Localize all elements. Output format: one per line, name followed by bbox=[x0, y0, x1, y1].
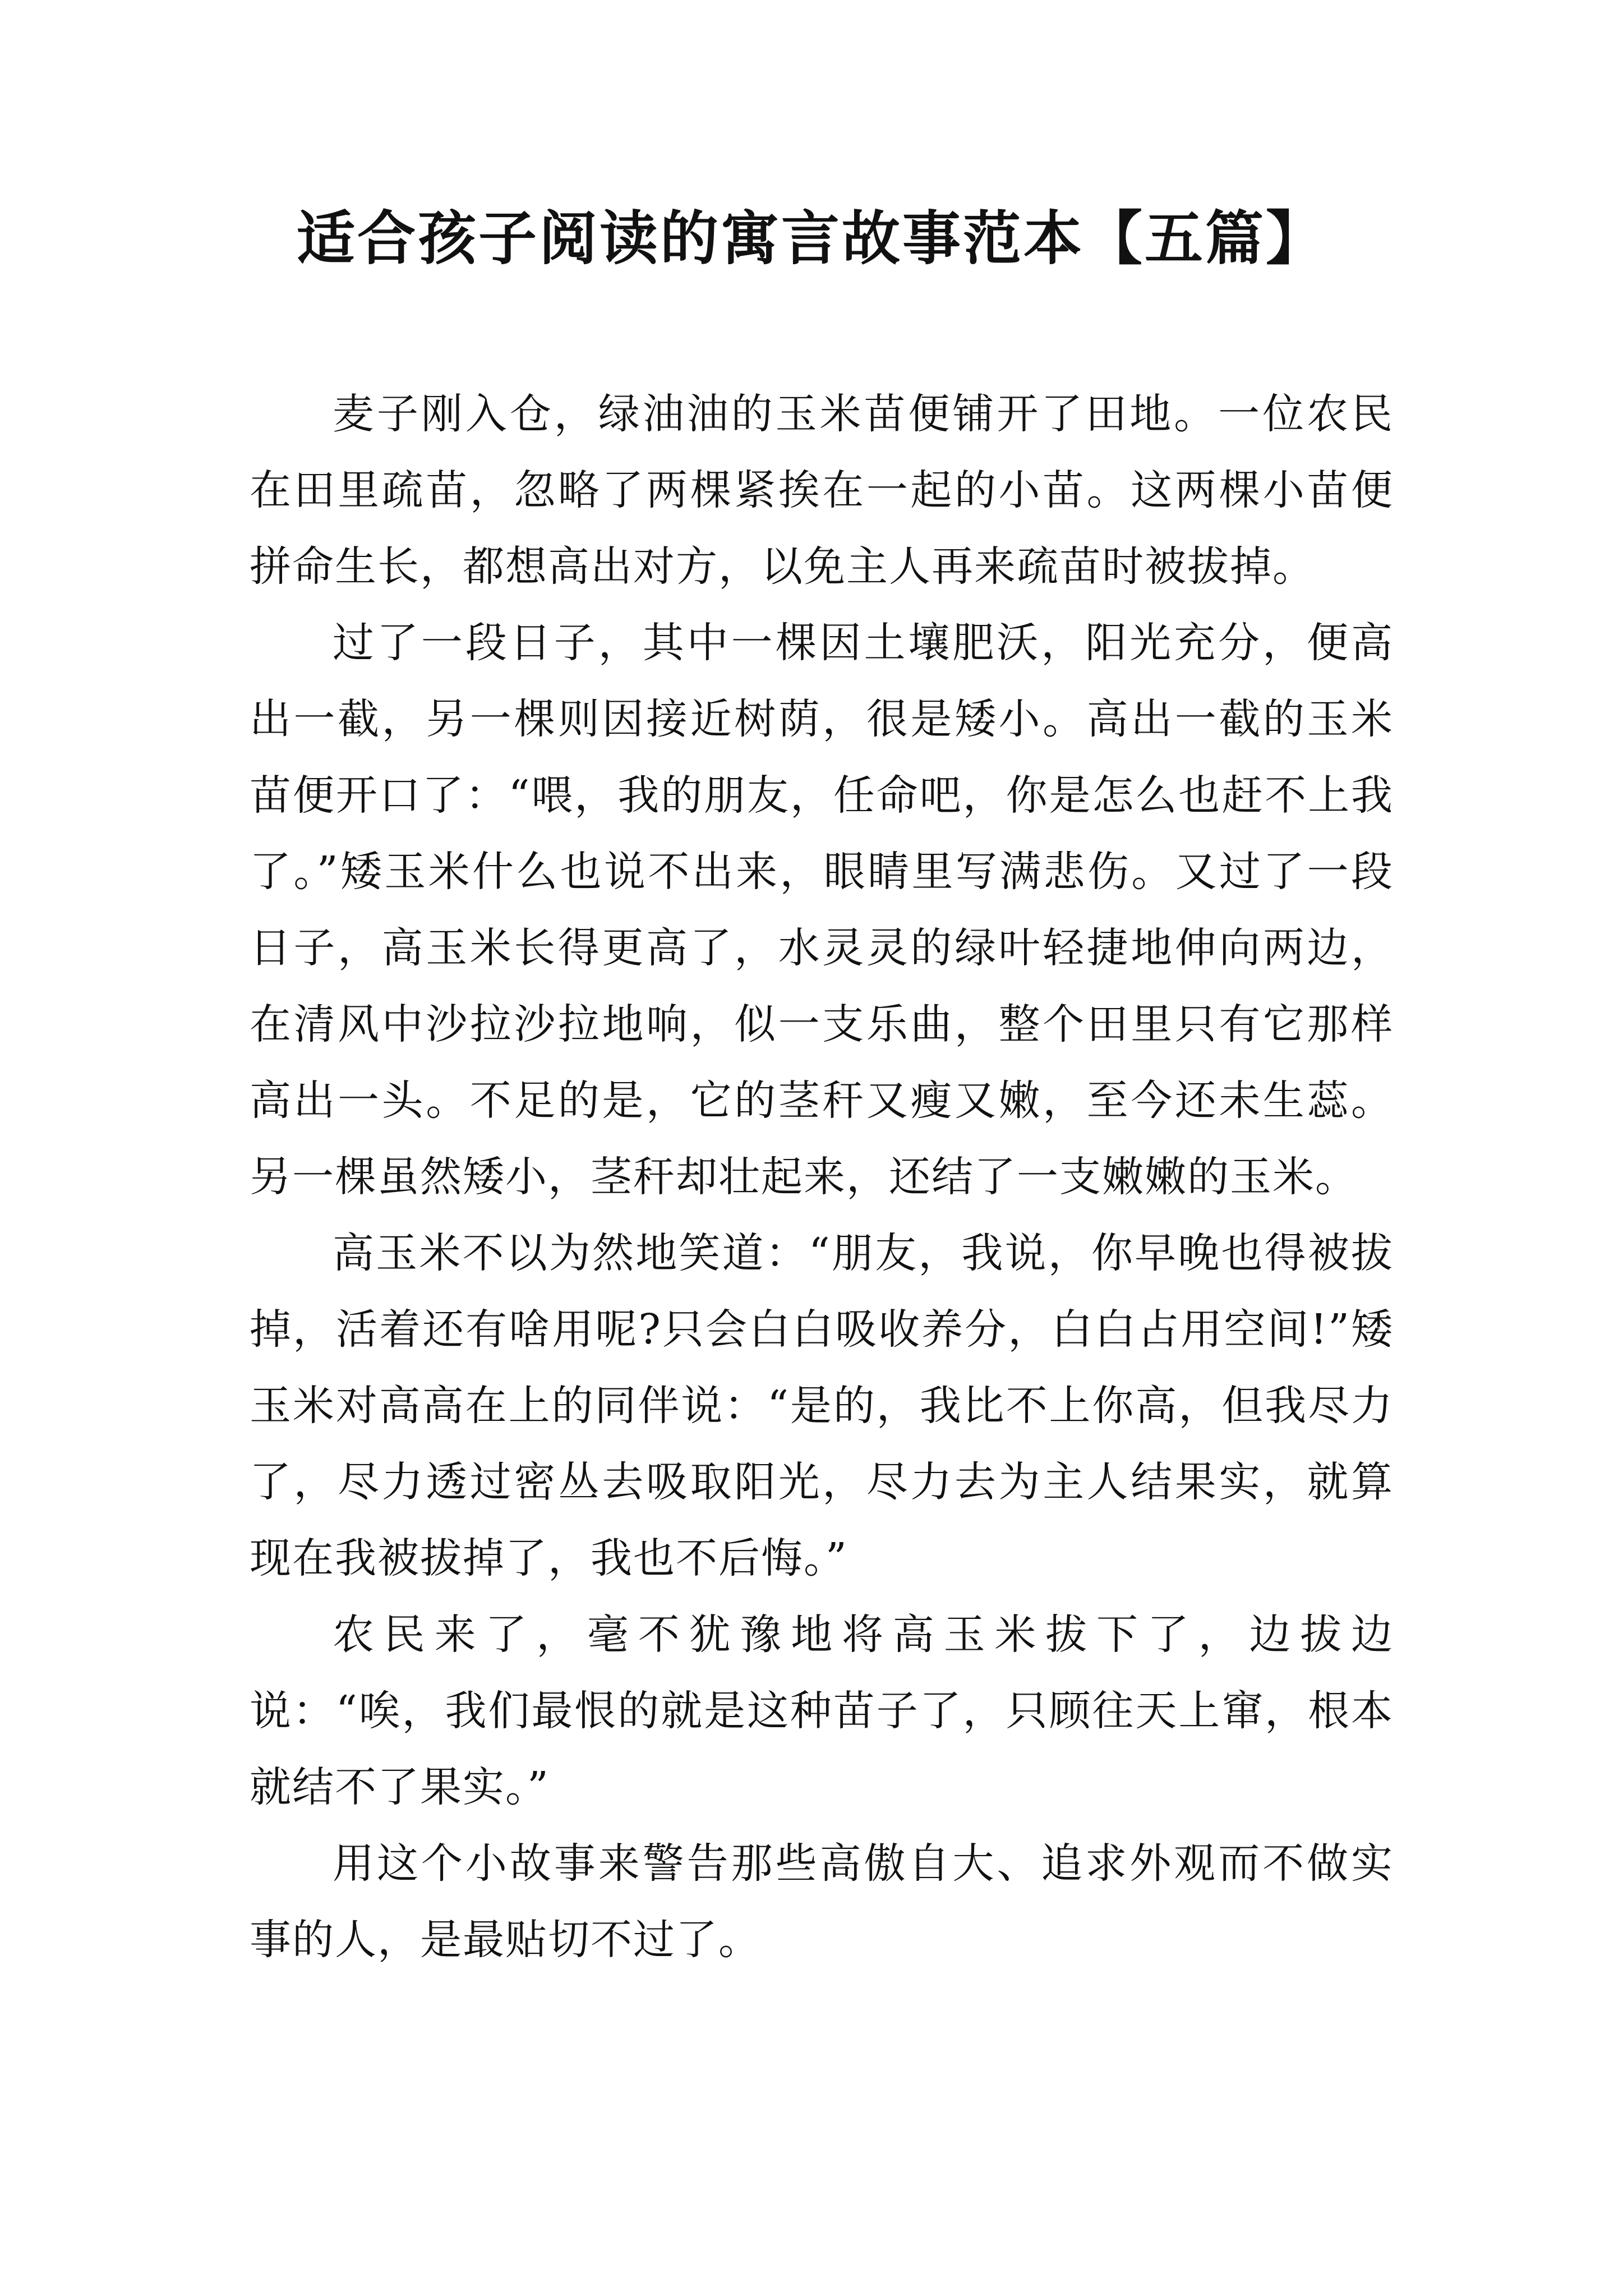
paragraph: 麦子刚入仓，绿油油的玉米苗便铺开了田地。一位农民在田里疏苗，忽略了两棵紧挨在一起的小苗。这两棵小苗便拼命生长，都想高出对方，以免主人再来疏苗时被拔掉。 bbox=[250, 390, 1394, 591]
document-body bbox=[250, 376, 1394, 1978]
paragraph: 高玉米不以为然地笑道：“朋友，我说，你早晚也得被拔掉，活着还有啥用呢?只会白白吸收养分，白白占用空间!”矮玉米对高高在上的同伴说：“是的，我比不上你高，但我尽力了，尽力透过密丛去吸取阳光，尽力去为主人结果实，就算现在我被拔掉了，我也不后悔。” bbox=[250, 1229, 1394, 1582]
paragraph: 用这个小故事来警告那些高傲自大、追求外观而不做实事的人，是最贴切不过了。 bbox=[250, 1839, 1394, 1964]
document-title: 适合孩子阅读的寓言故事范本【五篇】 bbox=[296, 204, 1326, 273]
paragraph: 过了一段日子，其中一棵因土壤肥沃，阳光充分，便高出一截，另一棵则因接近树荫，很是矮小。高出一截的玉米苗便开口了：“喂，我的朋友，任命吧，你是怎么也赶不上我了。”矮玉米什么也说不出来，眼睛里写满悲伤。又过了一段日子，高玉米长得更高了，水灵灵的绿叶轻捷地伸向两边，在清风中沙拉沙拉地响，似一支乐曲，整个田里只有它那样高出一头。不足的是，它的茎秆又瘦又嫩，至今还未生蕊。另一棵虽然矮小，茎秆却壮起来，还结了一支嫩嫩的玉米。 bbox=[250, 619, 1394, 1201]
paragraph: 农民来了，毫不犹豫地将高玉米拔下了，边拔边说：“唉，我们最恨的就是这种苗子了，只顾往天上窜，根本就结不了果实。” bbox=[250, 1611, 1394, 1811]
